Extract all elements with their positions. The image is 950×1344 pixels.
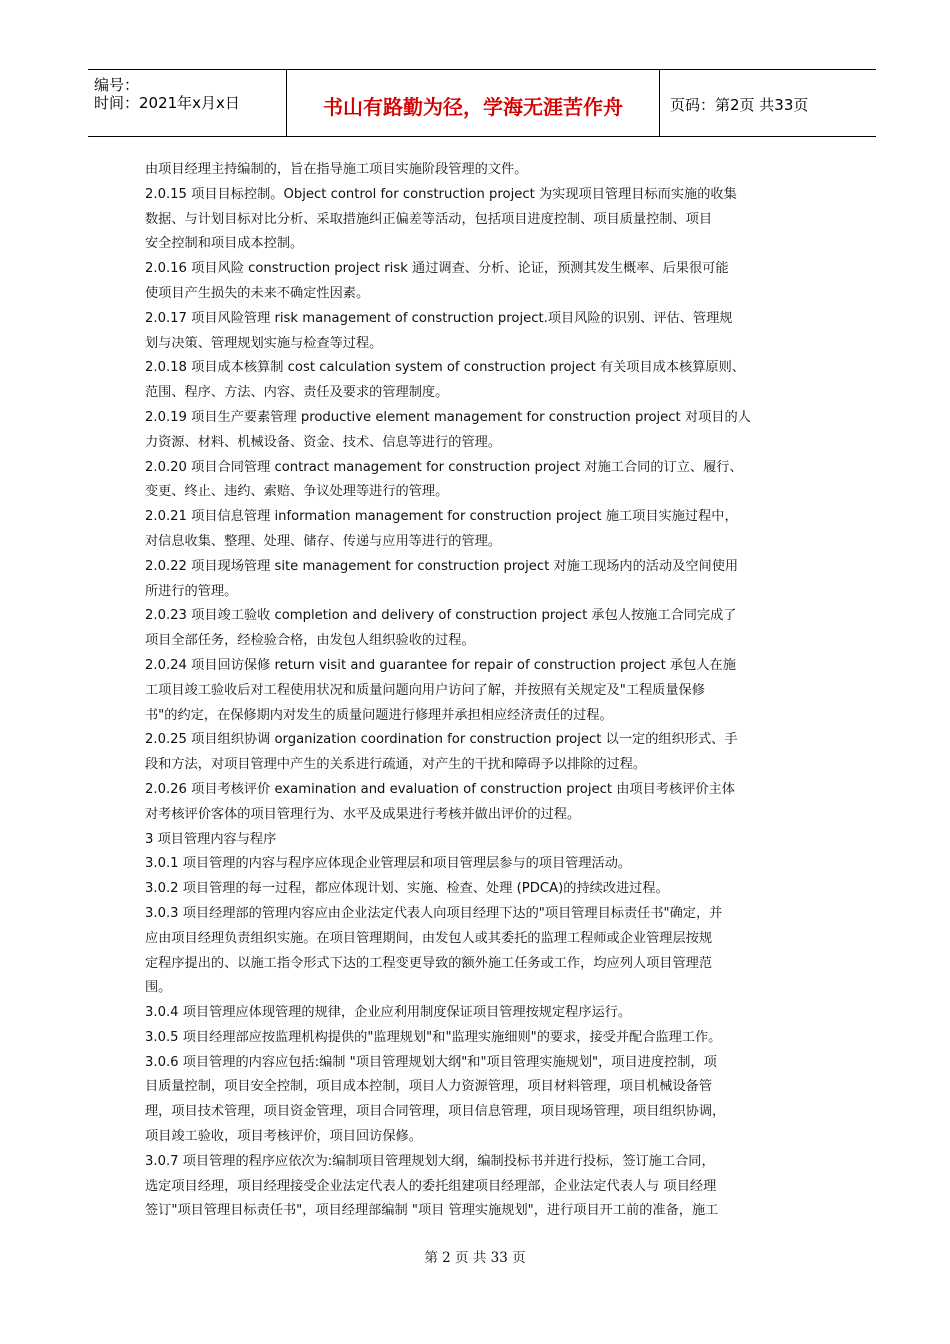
header-page-code: 页码：第2页 共33页 — [670, 96, 809, 114]
body-text-line: 书"的约定，在保修期内对发生的质量问题进行修理并承担相应经济责任的过程。 — [145, 707, 613, 723]
body-text-line: 由项目经理主持编制的，旨在指导施工项目实施阶段管理的文件。 — [145, 162, 528, 177]
body-text-line: 划与决策、管理规划实施与检查等过程。 — [145, 335, 383, 351]
body-text-line: 目质量控制，项目安全控制，项目成本控制，项目人力资源管理，项目材料管理，项目机械设备管 — [145, 1079, 713, 1095]
body-text-line: 范围、程序、方法、内容、责任及要求的管理制度。 — [145, 385, 449, 401]
body-text-line: 2.0.17 项目风险管理 risk management of construction project.项目风险的识别、评估、管理规 — [145, 310, 733, 326]
body-text-line: 2.0.22 项目现场管理 site management for construction project 对施工现场内的活动及空间使用 — [145, 558, 739, 574]
body-text-line: 2.0.25 项目组织协调 organization coordination for construction project 以一定的组织形式、手 — [145, 732, 738, 748]
body-text-line: 3.0.7 项目管理的程序应依次为:编制项目管理规划大纲，编制投标书并进行投标，签订施工合同， — [145, 1153, 715, 1169]
body-text-line: 对考核评价客体的项目管理行为、水平及成果进行考核并做出评价的过程。 — [145, 806, 581, 822]
body-text-line: 安全控制和项目成本控制。 — [145, 236, 304, 252]
body-text-line: 3.0.4 项目管理应体现管理的规律，企业应利用制度保证项目管理按规定程序运行。 — [145, 1005, 632, 1021]
body-text-line: 力资源、材料、机械设备、资金、技术、信息等进行的管理。 — [145, 434, 502, 450]
body-text-line: 3.0.6 项目管理的内容应包括:编制 "项目管理规划大纲"和"项目管理实施规划"，项目进度控制，项 — [145, 1054, 717, 1070]
body-text-line: 所进行的管理。 — [145, 583, 238, 599]
body-text-line: 变更、终止、违约、索赔、争议处理等进行的管理。 — [145, 484, 449, 500]
body-text-line: 2.0.16 项目风险 construction project risk 通过调查、分析、论证，预测其发生概率、后果很可能 — [145, 261, 729, 277]
body-text-line: 工项目竣工验收后对工程使用状况和质量问题向用户访问了解，并按照有关规定及"工程质量保修 — [145, 682, 705, 698]
body-text-line: 3.0.1 项目管理的内容与程序应体现企业管理层和项目管理层参与的项目管理活动。 — [145, 856, 632, 872]
body-text-line: 对信息收集、整理、处理、储存、传递与应用等进行的管理。 — [145, 533, 502, 549]
body-text-line: 3.0.5 项目经理部应按监理机构提供的"监理规划"和"监理实施细则"的要求，接受并配合监理工作。 — [145, 1029, 722, 1045]
header-motto: 书山有路勤为径，学海无涯苦作舟 — [323, 95, 623, 119]
body-text-line: 应由项目经理负责组织实施。在项目管理期间，由发包人或其委托的监理工程师或企业管理层按规 — [145, 930, 713, 946]
body-text-line: 2.0.21 项目信息管理 information management for construction project 施工项目实施过程中， — [145, 509, 738, 525]
body-text-line: 签订"项目管理目标责任书"，项目经理部编制 "项目 管理实施规划"，进行项目开工前的准备，施工 — [145, 1203, 719, 1219]
document-date: 时间：2021年x月x日 — [94, 94, 240, 112]
body-text-line: 2.0.20 项目合同管理 contract management for construction project 对施工合同的订立、履行、 — [145, 459, 743, 475]
body-text-line: 2.0.23 项目竣工验收 completion and delivery of construction project 承包人按施工合同完成了 — [145, 608, 737, 624]
header-motto-cell — [286, 70, 660, 136]
body-text-line: 理，项目技术管理，项目资金管理，项目合同管理，项目信息管理，项目现场管理，项目组织协调， — [145, 1104, 726, 1120]
body-text-line: 项目全部任务，经检验合格，由发包人组织验收的过程。 — [145, 633, 475, 649]
header-page-cell — [660, 70, 876, 136]
body-text-line: 2.0.19 项目生产要素管理 productive element management for construction project 对项目的人 — [145, 409, 751, 425]
body-text-line: 数据、与计划目标对比分析、采取措施纠正偏差等活动，包括项目进度控制、项目质量控制、项目 — [145, 211, 713, 227]
body-text-line: 2.0.18 项目成本核算制 cost calculation system of construction project 有关项目成本核算原则、 — [145, 360, 745, 376]
body-text-line: 3.0.3 项目经理部的管理内容应由企业法定代表人向项目经理下达的"项目管理目标责任书"确定，并 — [145, 905, 723, 921]
body-text-line: 2.0.24 项目回访保修 return visit and guarantee for repair of construction project 承包人在施 — [145, 657, 736, 673]
body-text-line: 围。 — [145, 980, 172, 996]
body-text-line: 3 项目管理内容与程序 — [145, 831, 277, 847]
body-text-line: 使项目产生损失的未来不确定性因素。 — [145, 285, 370, 301]
document-code-label: 编号： — [94, 76, 140, 94]
body-text-line: 2.0.26 项目考核评价 examination and evaluation of construction project 由项目考核评价主体 — [145, 781, 735, 797]
header-info-cell — [88, 70, 286, 136]
document-body — [145, 158, 835, 1224]
body-text-line: 段和方法，对项目管理中产生的关系进行疏通，对产生的干扰和障碍予以排除的过程。 — [145, 757, 647, 773]
body-text-line: 选定项目经理，项目经理接受企业法定代表人的委托组建项目经理部，企业法定代表人与 项目经理 — [145, 1178, 717, 1194]
body-text-line: 定程序提出的、以施工指令形式下达的工程变更导致的额外施工任务或工作，均应列人项目管理范 — [145, 955, 713, 971]
body-text-line: 项目竣工验收，项目考核评价，项目回访保修。 — [145, 1129, 422, 1145]
page-footer: 第 2 页 共 33 页 — [424, 1250, 526, 1266]
body-text-line: 2.0.15 项目目标控制。Object control for construction project 为实现项目管理目标而实施的收集 — [145, 186, 737, 202]
page-header — [88, 69, 876, 137]
body-text-line: 3.0.2 项目管理的每一过程，都应体现计划、实施、检查、处理 (PDCA)的持续改进过程。 — [145, 881, 669, 897]
